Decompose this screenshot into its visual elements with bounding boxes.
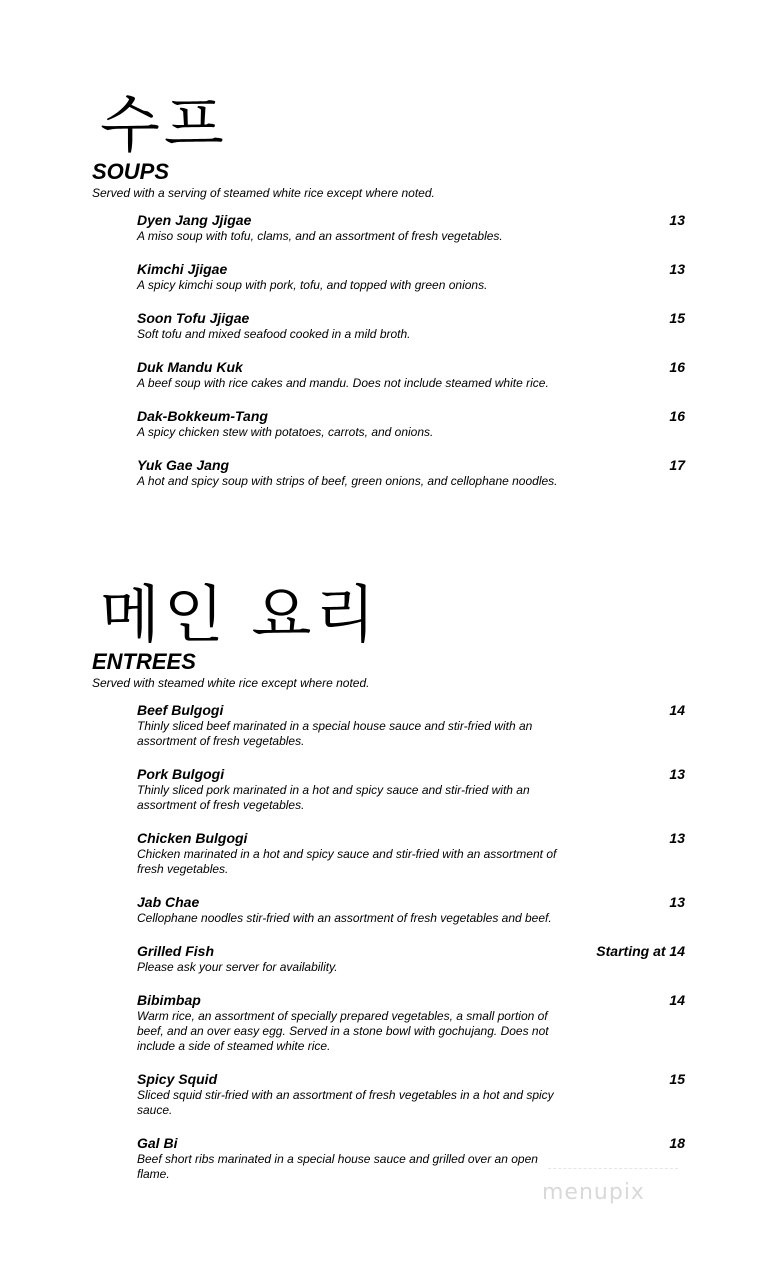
entrees-korean-heading: 메인 요리 (100, 578, 380, 651)
soups-subtitle: Served with a serving of steamed white rice except where noted. (92, 186, 435, 200)
item-name: Beef Bulgogi (137, 702, 224, 718)
item-description: A miso soup with tofu, clams, and an assortment of fresh vegetables. (137, 229, 503, 243)
item-description: Cellophane noodles stir-fried with an assortment of fresh vegetables and beef. (137, 911, 552, 925)
item-price: 17 (669, 457, 685, 473)
menu-item (137, 212, 685, 244)
item-description: Beef short ribs marinated in a special house sauce and grilled over an open flame. (137, 1152, 538, 1181)
soups-section (92, 88, 692, 506)
item-name: Jab Chae (137, 894, 200, 910)
item-name: Yuk Gae Jang (137, 457, 230, 473)
entrees-title: ENTREES (92, 649, 196, 674)
menu-item (137, 1071, 685, 1118)
item-price: 18 (669, 1135, 685, 1151)
item-name: Gal Bi (137, 1135, 178, 1151)
item-price: 15 (669, 1071, 685, 1087)
item-name: Spicy Squid (137, 1071, 218, 1087)
item-name: Chicken Bulgogi (137, 830, 248, 846)
item-price: 13 (669, 894, 685, 910)
menu-item (137, 359, 685, 391)
menu-item (137, 1135, 685, 1182)
item-description: Thinly sliced beef marinated in a special house sauce and stir-fried with an assortment of fresh vegetables. (137, 719, 533, 748)
item-name: Soon Tofu Jjigae (137, 310, 250, 326)
item-name: Dak-Bokkeum-Tang (137, 408, 268, 424)
item-name: Grilled Fish (137, 943, 215, 959)
item-price: 15 (669, 310, 685, 326)
menu-item (137, 261, 685, 293)
item-name: Kimchi Jjigae (137, 261, 228, 277)
item-description: A beef soup with rice cakes and mandu. Does not include steamed white rice. (137, 376, 549, 390)
menu-item (137, 702, 685, 749)
divider (548, 1168, 678, 1170)
menu-item (137, 992, 685, 1054)
soups-korean-heading: 수프 (100, 88, 228, 161)
item-description: Soft tofu and mixed seafood cooked in a mild broth. (137, 327, 411, 341)
item-description: Chicken marinated in a hot and spicy sauce and stir-fried with an assortment of fresh vegetables. (137, 847, 557, 876)
item-price: 13 (669, 261, 685, 277)
item-price: 16 (669, 408, 685, 424)
entrees-section (92, 578, 692, 1199)
soups-title: SOUPS (92, 159, 170, 184)
item-description: A spicy chicken stew with potatoes, carrots, and onions. (137, 425, 434, 439)
item-price: 16 (669, 359, 685, 375)
item-price: 14 (669, 702, 685, 718)
item-price: Starting at 14 (596, 943, 685, 959)
item-name: Bibimbap (137, 992, 201, 1008)
item-description: Please ask your server for availability. (137, 960, 338, 974)
item-description: Sliced squid stir-fried with an assortment of fresh vegetables in a hot and spicy sauce. (137, 1088, 554, 1117)
item-price: 13 (669, 766, 685, 782)
item-price: 14 (669, 992, 685, 1008)
item-price: 13 (669, 212, 685, 228)
entrees-subtitle: Served with steamed white rice except where noted. (92, 676, 370, 690)
item-name: Pork Bulgogi (137, 766, 225, 782)
menu-item (137, 894, 685, 926)
entrees-list (137, 702, 685, 1182)
item-price: 13 (669, 830, 685, 846)
watermark: menupix (542, 1180, 645, 1205)
menu-item (137, 310, 685, 342)
menu-item (137, 766, 685, 813)
item-description: A spicy kimchi soup with pork, tofu, and topped with green onions. (137, 278, 488, 292)
item-name: Duk Mandu Kuk (137, 359, 243, 375)
soups-list (137, 212, 685, 489)
item-description: Warm rice, an assortment of specially prepared vegetables, a small portion of beef, and an over easy egg. Served in a stone bowl with gochujang. Does not include a side of steamed white rice. (137, 1009, 549, 1053)
menu-item (137, 830, 685, 877)
item-description: Thinly sliced pork marinated in a hot and spicy sauce and stir-fried with an assortment of fresh vegetables. (137, 783, 530, 812)
menu-item (137, 943, 685, 975)
item-name: Dyen Jang Jjigae (137, 212, 252, 228)
menu-item (137, 457, 685, 489)
menu-item (137, 408, 685, 440)
item-description: A hot and spicy soup with strips of beef, green onions, and cellophane noodles. (137, 474, 558, 488)
